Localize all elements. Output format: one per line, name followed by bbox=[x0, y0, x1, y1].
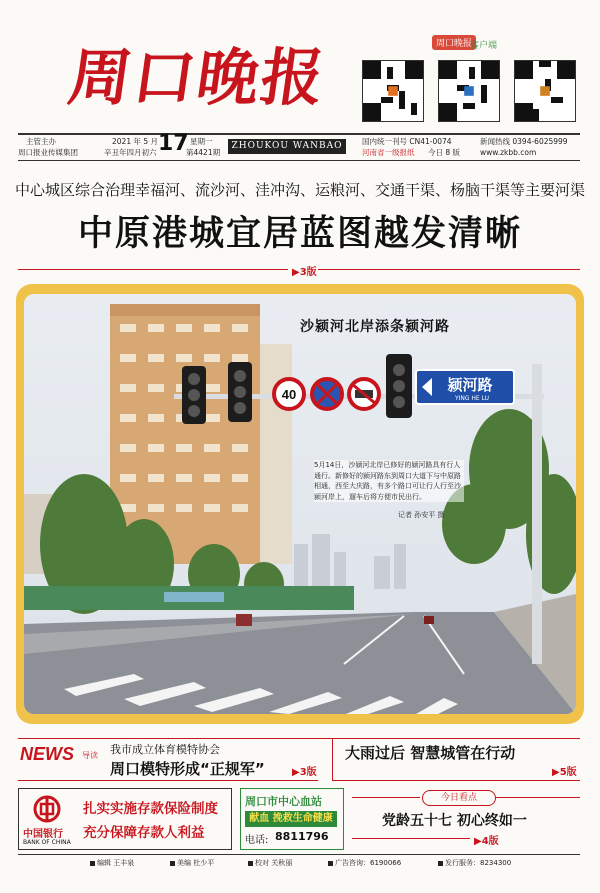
today-rule-bottom bbox=[352, 838, 470, 839]
photo-caption: 5月14日，沙颍河北岸已修好的颍河路具有行人通行。新修好的颍河路东到周口大道下与中原路相通，西至大庆路，有多个路口可让行人行至沙颍河岸上，遛车后将方便市民出行。 bbox=[314, 460, 464, 502]
app-tag: 周口晚报 bbox=[432, 35, 476, 50]
today-page-ref[interactable]: ▶4版 bbox=[474, 836, 499, 847]
news-tag: 导读 bbox=[82, 751, 98, 760]
blood-station-title: 周口市中心血站 bbox=[245, 795, 322, 808]
bank-of-china-logo-icon bbox=[33, 795, 61, 823]
street-sign-pinyin: YING HE LU bbox=[454, 395, 490, 402]
footer-item-distribution: 发行服务：8234300 bbox=[438, 858, 511, 868]
lead-headline[interactable]: 中原港城宜居蓝图越发清晰 bbox=[77, 214, 522, 254]
lunar-date: 辛丑年四月初六 bbox=[104, 148, 157, 157]
masthead-rule-bottom bbox=[18, 160, 580, 161]
blood-phone[interactable]: 8811796 bbox=[275, 830, 329, 843]
blood-slogan: 献血 挽救生命健康 bbox=[249, 813, 333, 824]
today-box[interactable] bbox=[352, 788, 580, 850]
divider-right bbox=[318, 269, 580, 270]
news-rule-top bbox=[18, 738, 580, 739]
english-name: ZHOUKOU WANBAO bbox=[231, 141, 343, 151]
news1-subtitle: 我市成立体育模特协会 bbox=[110, 743, 220, 756]
today-headline[interactable]: 党龄五十七 初心终如一 bbox=[382, 813, 527, 829]
footer-item-proof: 校对 关秋丽 bbox=[248, 858, 292, 868]
blood-station-ad[interactable] bbox=[240, 788, 344, 850]
lead-page-ref[interactable]: ▶3版 bbox=[292, 267, 317, 278]
bank-name-en: BANK OF CHINA bbox=[23, 839, 71, 846]
qr-code-icon bbox=[363, 61, 423, 121]
today-rule-right bbox=[496, 797, 580, 798]
award: 河南省一级报纸 bbox=[362, 148, 415, 157]
street-scene-illustration bbox=[24, 294, 576, 714]
sponsor: 周口报业传媒集团 bbox=[18, 148, 78, 157]
footer-item-art: 美编 杜少平 bbox=[170, 858, 214, 868]
app-tag-sub: 客户端 bbox=[470, 41, 498, 51]
street-sign-text: 颍河路 bbox=[447, 376, 493, 394]
qr-code-2[interactable] bbox=[438, 60, 500, 122]
lead-kicker: 中心城区综合治理幸福河、流沙河、洼冲沟、运粮河、交通干渠、杨脑干渠等主要河渠 bbox=[14, 181, 585, 199]
masthead-rule bbox=[18, 133, 580, 135]
footer-rule bbox=[18, 854, 580, 855]
english-name-bar bbox=[228, 139, 346, 154]
cn-code: 国内统一刊号 CN41-0074 bbox=[362, 137, 452, 146]
page-count: 今日 8 版 bbox=[428, 148, 461, 157]
lead-photo[interactable] bbox=[24, 294, 576, 714]
news2-headline[interactable]: 大雨过后 智慧城管在行动 bbox=[345, 744, 516, 762]
today-rule-left bbox=[352, 797, 420, 798]
masthead-title: 周口晚报 bbox=[64, 41, 331, 114]
footer bbox=[28, 857, 576, 871]
date-day: 17 bbox=[158, 131, 189, 156]
footer-item-ads: 广告咨询：6190066 bbox=[328, 858, 401, 868]
qr-code-3[interactable] bbox=[514, 60, 576, 122]
today-label: 今日看点 bbox=[422, 790, 496, 806]
weekday: 星期一 bbox=[190, 137, 213, 146]
bank-ad[interactable] bbox=[18, 788, 232, 850]
sponsor-label: 主管主办 bbox=[26, 137, 56, 146]
blood-phone-label: 电话: bbox=[245, 835, 269, 846]
qr-code-icon bbox=[439, 61, 499, 121]
photo-title: 沙颍河北岸添条颍河路 bbox=[300, 319, 450, 335]
speed-limit-value: 40 bbox=[281, 387, 297, 402]
news-vertical-rule bbox=[332, 738, 333, 780]
photo-credit: 记者 孙安平 摄 bbox=[398, 511, 445, 519]
bank-name-cn: 中国银行 bbox=[23, 829, 63, 840]
news2-page-ref[interactable]: ▶5版 bbox=[552, 767, 577, 778]
news-label: NEWS bbox=[20, 744, 74, 764]
website[interactable]: www.zkbb.com bbox=[480, 148, 537, 157]
bank-ad-line1: 扎实实施存款保险制度 bbox=[83, 801, 218, 817]
blood-slogan-bar bbox=[245, 811, 337, 827]
qr-code-1[interactable] bbox=[362, 60, 424, 122]
hotline: 新闻热线 0394-6025999 bbox=[480, 137, 568, 146]
news2-rule bbox=[332, 780, 580, 781]
issue-number: 第4421期 bbox=[186, 148, 221, 157]
bank-ad-line2: 充分保障存款人利益 bbox=[83, 825, 205, 841]
news1-headline[interactable]: 周口模特形成“正规军” bbox=[110, 760, 265, 778]
footer-item-editor: 编辑 王丰泉 bbox=[90, 858, 134, 868]
news1-page-ref[interactable]: ▶3版 bbox=[292, 767, 317, 778]
qr-code-icon bbox=[515, 61, 575, 121]
news1-rule bbox=[18, 780, 318, 781]
divider-left bbox=[18, 269, 288, 270]
date-prefix: 2021 年 5 月 bbox=[112, 137, 159, 146]
